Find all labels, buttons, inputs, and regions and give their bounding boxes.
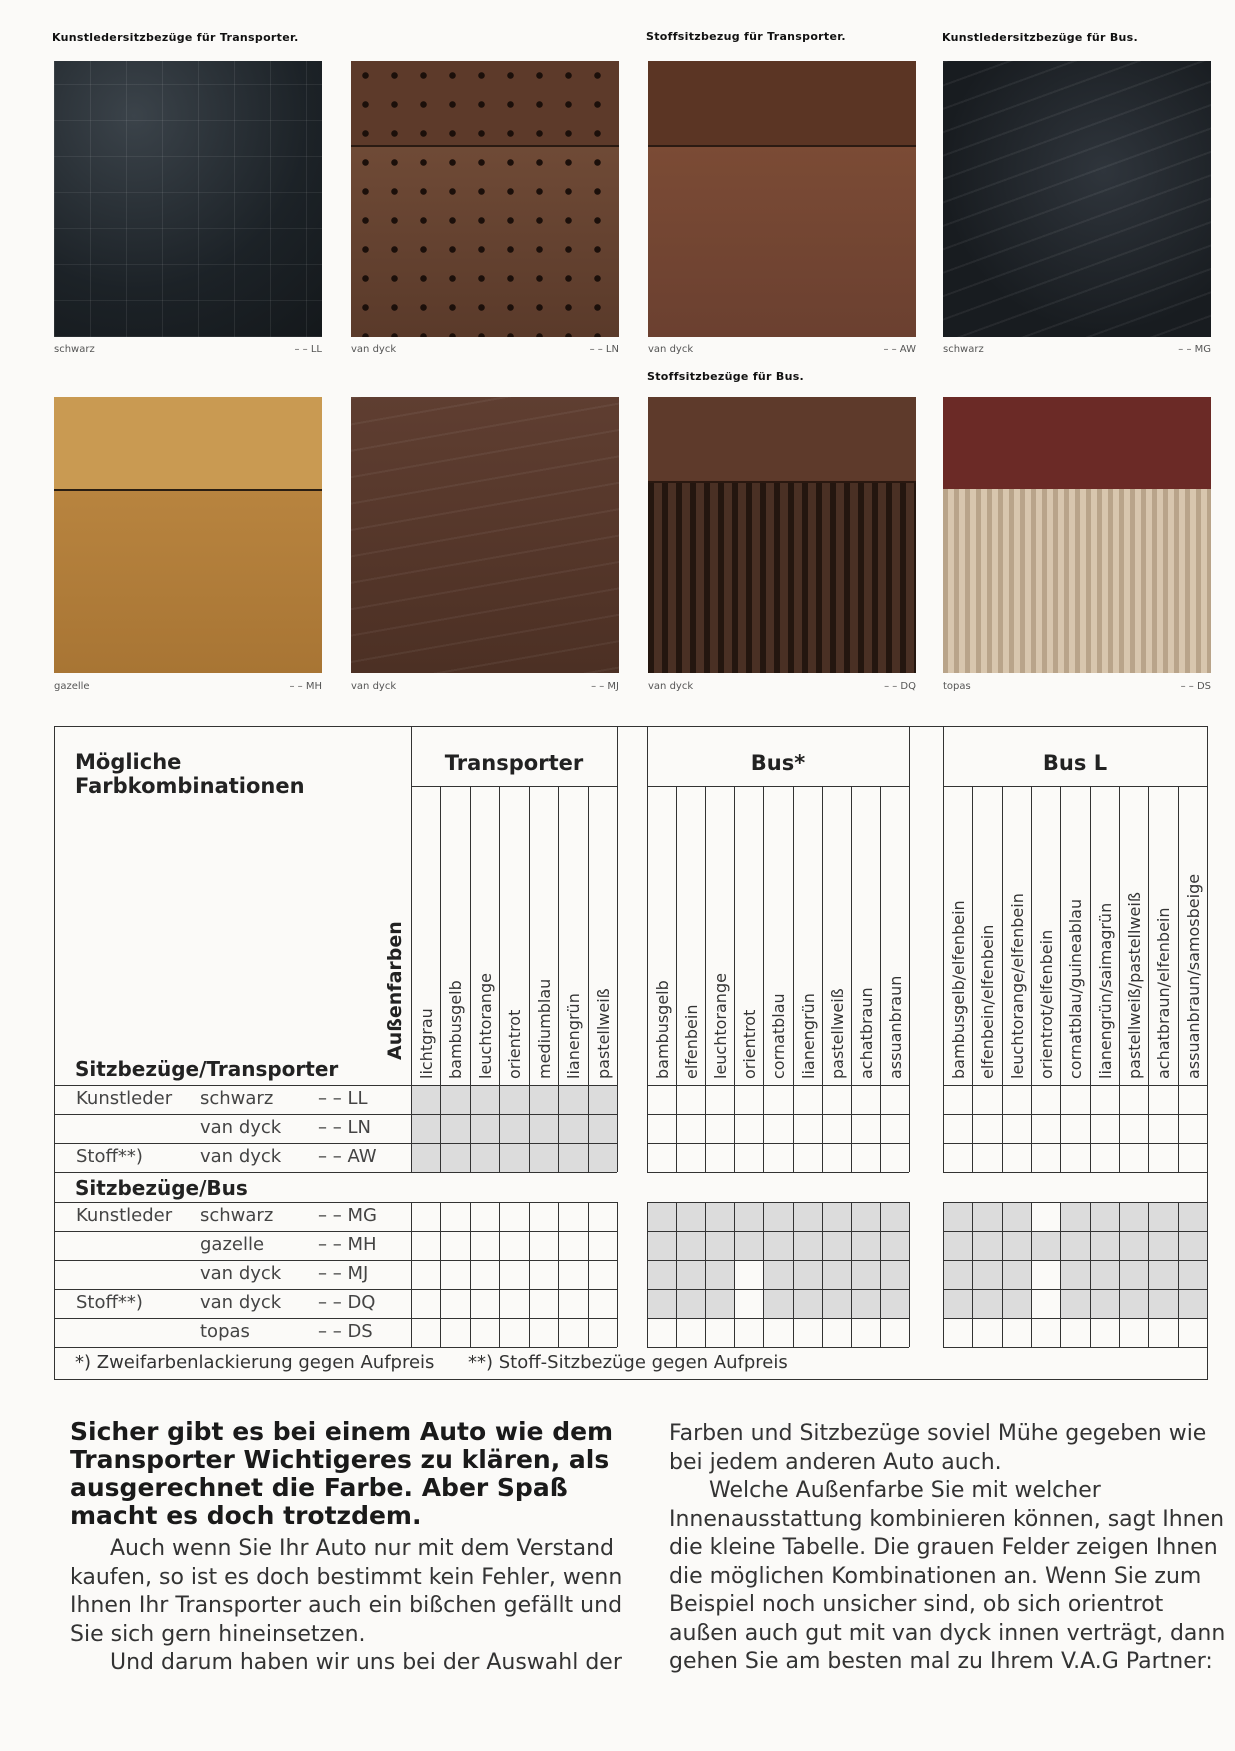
grid-line [617, 726, 618, 1085]
available-combination [1148, 1202, 1178, 1232]
grid-line [880, 786, 881, 1085]
grid-line [943, 726, 944, 1085]
row-color: van dyck [200, 1117, 282, 1138]
row-material: Stoff**) [76, 1292, 143, 1313]
swatch-name: van dyck [648, 344, 694, 355]
grid-line [411, 1260, 617, 1261]
grid-line [943, 1231, 1207, 1232]
grid-line [909, 726, 910, 1085]
grid-line [734, 1202, 735, 1347]
grid-line [54, 1202, 411, 1203]
available-combination [822, 1289, 852, 1319]
grid-line [440, 1202, 441, 1347]
available-combination [1119, 1231, 1149, 1261]
swatch-code: – – LN [589, 344, 619, 355]
exterior-color-label: orientrot [740, 1009, 760, 1079]
available-combination [734, 1231, 764, 1261]
exterior-color-label: achatbraun [856, 987, 876, 1079]
grid-line [822, 1202, 823, 1347]
grid-line [647, 1231, 909, 1232]
available-combination [763, 1260, 793, 1290]
grid-line [943, 1347, 1207, 1348]
grid-line [54, 1260, 411, 1261]
grid-line [54, 1143, 411, 1144]
swatch-code: – – AW [883, 344, 916, 355]
grid-line [617, 1085, 618, 1172]
available-combination [1119, 1289, 1149, 1319]
swatch-ll [54, 61, 322, 337]
grid-line [1207, 1085, 1208, 1172]
grid-line [411, 1318, 617, 1319]
available-combination [734, 1202, 764, 1232]
grid-line [588, 786, 589, 1085]
grid-line [411, 786, 412, 1085]
table-title-line2: Farbkombinationen [75, 774, 305, 798]
grid-line [588, 1085, 589, 1172]
available-combination [1060, 1289, 1090, 1319]
exterior-color-label: pastellweiß/pastellweiß [1125, 892, 1144, 1079]
grid-line [647, 1143, 909, 1144]
exterior-color-label: elfenbein/elfenbein [978, 924, 998, 1079]
row-color: gazelle [200, 1234, 265, 1255]
grid-line [943, 1318, 1207, 1319]
available-combination [763, 1289, 793, 1319]
grid-line [529, 1202, 530, 1347]
row-color: van dyck [200, 1146, 282, 1167]
swatch-name: schwarz [943, 344, 984, 355]
paragraph: Und darum haben wir uns bei der Auswahl der [110, 1650, 622, 1675]
row-code: – – LL [318, 1088, 368, 1109]
grid-line [1148, 786, 1149, 1085]
swatch-name: schwarz [54, 344, 95, 355]
exterior-color-label: lianengrün/saimagrün [1095, 902, 1115, 1079]
available-combination [822, 1202, 852, 1232]
row-material: Stoff**) [76, 1146, 143, 1167]
available-combination [851, 1231, 881, 1261]
grid-line [411, 1202, 412, 1347]
available-combination [1002, 1231, 1032, 1261]
row-code: – – DQ [318, 1292, 376, 1313]
exterior-color-label: mediumblau [534, 978, 554, 1079]
grid-line [470, 1202, 471, 1347]
grid-line [909, 1085, 910, 1172]
grid-line [676, 786, 677, 1085]
available-combination [705, 1231, 735, 1261]
available-combination [1090, 1231, 1120, 1261]
grid-line [851, 786, 852, 1085]
swatch-code: – – MH [289, 681, 322, 692]
row-color: van dyck [200, 1292, 282, 1313]
available-combination [1090, 1260, 1120, 1290]
available-combination [943, 1289, 973, 1319]
row-code: – – MJ [318, 1263, 369, 1284]
grid-line [763, 786, 764, 1085]
grid-line [529, 1085, 530, 1172]
available-combination [972, 1289, 1002, 1319]
exterior-color-label: cornatblau/guineablau [1066, 898, 1086, 1079]
swatch-code: – – DS [1180, 681, 1211, 692]
available-combination [1090, 1289, 1120, 1319]
available-combination [763, 1202, 793, 1232]
available-combination [647, 1202, 677, 1232]
exterior-color-label: lianengrün [564, 993, 584, 1079]
grid-line [1031, 786, 1032, 1085]
section-transporter: Sitzbezüge/Transporter [75, 1057, 339, 1081]
available-combination [647, 1260, 677, 1290]
grid-line [411, 1085, 617, 1086]
grid-line [647, 1202, 909, 1203]
row-color: schwarz [200, 1088, 274, 1109]
grid-line [793, 1085, 794, 1172]
grid-line [54, 1347, 411, 1348]
available-combination [943, 1202, 973, 1232]
exterior-color-label: orientrot [505, 1009, 525, 1079]
available-combination [793, 1202, 823, 1232]
grid-line [1119, 1085, 1120, 1172]
grid-line [411, 1289, 617, 1290]
article-heading: Sicher gibt es bei einem Auto wie dem Transporter Wichtigeres zu klären, als ausgerechnet die Farbe. Aber Spaß macht es doch trotzdem. [70, 1417, 614, 1530]
grid-line [1060, 1085, 1061, 1172]
grid-line [647, 1202, 648, 1347]
paragraph: Auch wenn Sie Ihr Auto nur mit dem Verstand kaufen, so ist es doch bestimmt kein Fehler, wenn Ihnen Ihr Transporter auch ein bißchen gefällt und Sie sich gern hineinsetzen. [70, 1536, 623, 1647]
grid-line [411, 786, 617, 787]
grid-line [558, 786, 559, 1085]
available-combination [705, 1289, 735, 1319]
swatch-mj [351, 397, 619, 673]
grid-line [972, 786, 973, 1085]
available-combination [1178, 1289, 1208, 1319]
section-bus: Sitzbezüge/Bus [75, 1176, 248, 1200]
available-combination [1060, 1231, 1090, 1261]
grid-line [1119, 786, 1120, 1085]
grid-line [470, 1085, 471, 1172]
header-stoff-transporter: Stoffsitzbezug für Transporter. [646, 30, 846, 43]
swatch-code: – – MG [1178, 344, 1211, 355]
grid-line [793, 1202, 794, 1347]
exterior-color-label: pastellweiß [827, 988, 847, 1079]
swatch-code: – – DQ [884, 681, 916, 692]
exterior-color-label: elfenbein [682, 1004, 702, 1079]
exterior-color-label: lianengrün [798, 993, 818, 1079]
grid-line [1178, 1202, 1179, 1347]
exterior-color-label: assuanbraun/samosbeige [1183, 873, 1203, 1079]
available-combination [1060, 1202, 1090, 1232]
group-transporter: Transporter [444, 751, 584, 775]
swatch-name: van dyck [351, 344, 397, 355]
exterior-color-label: leuchtorange [711, 973, 731, 1079]
grid-line [1178, 786, 1179, 1085]
grid-line [822, 1085, 823, 1172]
available-combination [1119, 1202, 1149, 1232]
available-combination [1178, 1260, 1208, 1290]
grid-line [972, 1085, 973, 1172]
grid-line [943, 1143, 1207, 1144]
grid-line [734, 1085, 735, 1172]
available-combination [647, 1231, 677, 1261]
grid-line [647, 1318, 909, 1319]
text-column-right [669, 1420, 1229, 1677]
row-code: – – MH [318, 1234, 377, 1255]
available-combination [1148, 1231, 1178, 1261]
swatch-name: gazelle [54, 681, 90, 692]
row-color: van dyck [200, 1263, 282, 1284]
table-title-line1: Mögliche [75, 750, 182, 774]
grid-line [1207, 1202, 1208, 1347]
grid-line [54, 1172, 411, 1173]
grid-line [943, 1202, 944, 1347]
grid-line [411, 1347, 617, 1348]
exterior-color-label: pastellweiß [593, 988, 613, 1079]
swatch-name: van dyck [648, 681, 694, 692]
grid-line [880, 1085, 881, 1172]
grid-line [54, 1318, 411, 1319]
swatch-ds [943, 397, 1211, 673]
available-combination [705, 1202, 735, 1232]
grid-line [411, 1114, 617, 1115]
grid-line [647, 1085, 909, 1086]
swatch-name: van dyck [351, 681, 397, 692]
grid-line [1090, 1085, 1091, 1172]
swatch-mh [54, 397, 322, 673]
available-combination [705, 1260, 735, 1290]
grid-line [705, 786, 706, 1085]
available-combination [763, 1231, 793, 1261]
grid-line [411, 1085, 412, 1172]
grid-line [943, 1085, 944, 1172]
footnote-zweifarben: *) Zweifarbenlackierung gegen Aufpreis [75, 1352, 435, 1373]
grid-line [54, 1289, 411, 1290]
row-code: – – DS [318, 1321, 373, 1342]
grid-line [943, 1202, 1207, 1203]
grid-line [1207, 726, 1208, 1085]
available-combination [880, 1260, 910, 1290]
grid-line [647, 1114, 909, 1115]
grid-line [1031, 1202, 1032, 1347]
grid-line [1090, 1202, 1091, 1347]
grid-line [1002, 1202, 1003, 1347]
available-combination [851, 1289, 881, 1319]
group-bus-l: Bus L [1042, 751, 1108, 775]
row-code: – – MG [318, 1205, 377, 1226]
row-color: schwarz [200, 1205, 274, 1226]
available-combination [880, 1202, 910, 1232]
available-combination [676, 1231, 706, 1261]
available-combination [822, 1231, 852, 1261]
exterior-color-label: leuchtorange/elfenbein [1007, 893, 1027, 1079]
grid-line [943, 1085, 1207, 1086]
grid-line [1002, 1085, 1003, 1172]
available-combination [411, 1085, 617, 1172]
grid-line [763, 1085, 764, 1172]
grid-line [1060, 786, 1061, 1085]
header-stoff-bus: Stoffsitzbezüge für Bus. [647, 370, 805, 383]
grid-line [647, 1347, 909, 1348]
available-combination [676, 1289, 706, 1319]
grid-line [588, 1202, 589, 1347]
available-combination [880, 1231, 910, 1261]
available-combination [1148, 1260, 1178, 1290]
available-combination [1148, 1289, 1178, 1319]
row-color: topas [200, 1321, 250, 1342]
grid-line [909, 1202, 910, 1347]
exterior-color-label: lichtgrau [417, 1008, 436, 1079]
available-combination [972, 1231, 1002, 1261]
grid-line [676, 1202, 677, 1347]
grid-line [763, 1202, 764, 1347]
grid-line [943, 786, 1207, 787]
grid-line [499, 1085, 500, 1172]
grid-line [529, 786, 530, 1085]
grid-line [499, 1202, 500, 1347]
grid-line [558, 1085, 559, 1172]
row-material: Kunstleder [76, 1088, 173, 1109]
aussenfarben-label: Außenfarben [384, 921, 406, 1060]
grid-line [822, 786, 823, 1085]
available-combination [851, 1202, 881, 1232]
grid-line [705, 1085, 706, 1172]
grid-line [647, 1172, 909, 1173]
available-combination [822, 1260, 852, 1290]
grid-line [676, 1085, 677, 1172]
swatch-name: topas [943, 681, 971, 692]
text-column-left [70, 1535, 650, 1678]
available-combination [676, 1260, 706, 1290]
swatch-code: – – MJ [591, 681, 619, 692]
available-combination [1002, 1202, 1032, 1232]
available-combination [1002, 1260, 1032, 1290]
exterior-color-label: orientrot/elfenbein [1037, 929, 1056, 1079]
grid-line [647, 786, 909, 787]
available-combination [793, 1231, 823, 1261]
group-bus: Bus* [750, 751, 806, 775]
grid-line [943, 1172, 1207, 1173]
swatch-mg [943, 61, 1211, 337]
grid-line [972, 1202, 973, 1347]
grid-line [851, 1085, 852, 1172]
grid-line [1119, 1202, 1120, 1347]
available-combination [943, 1260, 973, 1290]
row-material: Kunstleder [76, 1205, 173, 1226]
grid-line [943, 1289, 1207, 1290]
grid-line [411, 1143, 617, 1144]
available-combination [1031, 1231, 1061, 1261]
available-combination [943, 1231, 973, 1261]
grid-line [411, 1202, 617, 1203]
available-combination [1119, 1260, 1149, 1290]
exterior-color-label: bambusgelb [653, 980, 672, 1079]
header-kunstleder-bus: Kunstledersitzbezüge für Bus. [942, 31, 1139, 44]
grid-line [1002, 786, 1003, 1085]
swatch-aw [648, 61, 916, 337]
grid-line [1090, 786, 1091, 1085]
available-combination [793, 1260, 823, 1290]
grid-line [647, 1085, 648, 1172]
available-combination [851, 1260, 881, 1290]
paragraph: Welche Außenfarbe Sie mit welcher Innenausstattung kombinieren können, sagt Ihnen die kleine Tabelle. Die grauen Felder zeigen Ihnen die möglichen Kombinationen an. Wenn Sie zum Beispiel noch unsicher sind, ob sich orientrot außen auch gut mit van dyck innen verträgt, dann gehen Sie am besten mal zu Ihrem V.A.G Partner: [669, 1478, 1226, 1674]
available-combination [1060, 1260, 1090, 1290]
grid-line [851, 1202, 852, 1347]
grid-line [54, 1085, 411, 1086]
grid-line [705, 1202, 706, 1347]
available-combination [1178, 1231, 1208, 1261]
exterior-color-label: bambusgelb/elfenbein [949, 900, 968, 1079]
grid-line [1031, 1085, 1032, 1172]
grid-line [1148, 1085, 1149, 1172]
grid-line [411, 1231, 617, 1232]
paragraph: Farben und Sitzbezüge soviel Mühe gegeben wie bei jedem anderen Auto auch. [669, 1421, 1207, 1475]
available-combination [1002, 1289, 1032, 1319]
grid-line [647, 726, 648, 1085]
grid-line [499, 786, 500, 1085]
swatch-code: – – LL [294, 344, 322, 355]
row-code: – – LN [318, 1117, 371, 1138]
grid-line [1060, 1202, 1061, 1347]
exterior-color-label: leuchtorange [475, 973, 495, 1079]
footnote-stoff: **) Stoff-Sitzbezüge gegen Aufpreis [468, 1352, 788, 1373]
grid-line [558, 1202, 559, 1347]
grid-line [943, 1114, 1207, 1115]
grid-line [647, 1289, 909, 1290]
grid-line [1148, 1202, 1149, 1347]
available-combination [1090, 1202, 1120, 1232]
grid-line [54, 1114, 411, 1115]
header-kunstleder-transporter: Kunstledersitzbezüge für Transporter. [52, 31, 299, 44]
available-combination [647, 1289, 677, 1319]
available-combination [880, 1289, 910, 1319]
exterior-color-label: cornatblau [769, 993, 789, 1079]
exterior-color-label: bambusgelb [446, 980, 466, 1079]
grid-line [411, 1172, 617, 1173]
grid-line [734, 786, 735, 1085]
grid-line [1178, 1085, 1179, 1172]
grid-line [943, 1260, 1207, 1261]
available-combination [972, 1202, 1002, 1232]
grid-line [54, 1231, 411, 1232]
exterior-color-label: achatbraun/elfenbein [1154, 907, 1174, 1079]
grid-line [470, 786, 471, 1085]
exterior-color-label: assuanbraun [885, 975, 905, 1079]
grid-line [793, 786, 794, 1085]
swatch-ln [351, 61, 619, 337]
row-code: – – AW [318, 1146, 377, 1167]
available-combination [676, 1202, 706, 1232]
available-combination [972, 1260, 1002, 1290]
grid-line [440, 1085, 441, 1172]
grid-line [647, 1260, 909, 1261]
available-combination [1178, 1202, 1208, 1232]
grid-line [440, 786, 441, 1085]
available-combination [793, 1289, 823, 1319]
swatch-dq [648, 397, 916, 673]
grid-line [880, 1202, 881, 1347]
grid-line [617, 1202, 618, 1347]
